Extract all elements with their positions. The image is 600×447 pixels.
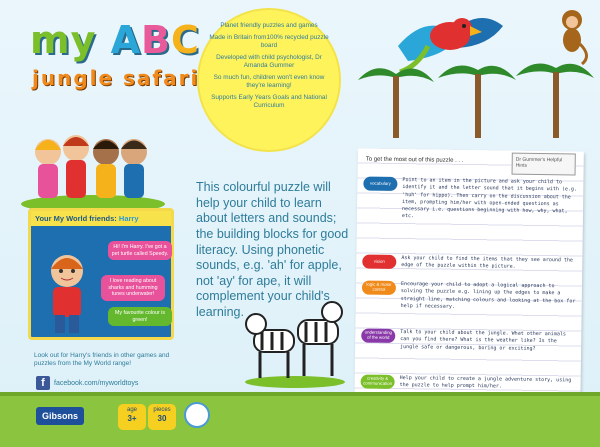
pieces-label: pieces bbox=[153, 407, 171, 413]
main-description: This colourful puzzle will help your child to learn about letters and sounds; the building blocks for good literacy. Using phonetic sounds, e.g. 'ah' for apple, not 'ay' for ape, it will complement your child's learning. bbox=[196, 180, 349, 319]
hint-text: Help your child to create a jungle adventure story, using the puzzle to help prompt him/her. bbox=[399, 375, 572, 390]
friend-name: Harry bbox=[118, 214, 139, 223]
age-value: 3+ bbox=[127, 414, 137, 424]
note-intro: To get the most out of this puzzle . . . bbox=[365, 156, 464, 164]
hint-text: Encourage your child to adopt a logical approach to solving the puzzle e.g. lining up the edges to make a straight line, matching colours and looking at the box for help if necessary. bbox=[400, 281, 576, 310]
facebook-icon: f bbox=[36, 376, 50, 390]
harry-illustration bbox=[39, 249, 95, 335]
hint-text: Talk to your child about the jungle. What other animals can you find there? What is the weather like? Is the jungle safe or dangerous, boring or exciting? bbox=[400, 329, 566, 352]
feature-line: So much fun, children won't even know they're learning! bbox=[213, 74, 325, 89]
lookout-text: Look out for Harry's friends in other games and puzzles from the My World range! bbox=[34, 352, 170, 368]
friends-heading-text: Your My World friends: bbox=[35, 214, 117, 223]
hint-tag: understanding of the world bbox=[361, 329, 395, 343]
age-badge bbox=[118, 404, 146, 430]
hint-row bbox=[363, 177, 578, 223]
gibsons-logo: Gibsons bbox=[36, 407, 84, 425]
feature-line: Planet friendly puzzles and games bbox=[220, 22, 318, 29]
feature-line: Developed with child psychologist, Dr Amanda Gummer bbox=[216, 54, 322, 69]
hint-tag: creativity & communication bbox=[361, 374, 395, 388]
speech-bubble: My favourite colour is green! bbox=[108, 307, 172, 326]
hint-text: Ask your child to find the items that they see around the edge of the puzzle within the picture. bbox=[401, 255, 573, 270]
title-jungle-safari: jungle safari bbox=[32, 66, 200, 90]
helpful-hints-note bbox=[354, 148, 584, 419]
hint-tag: vision bbox=[362, 255, 396, 269]
hints-badge: Dr Gummer's Helpful Hints bbox=[512, 153, 576, 176]
age-label: age bbox=[126, 407, 137, 413]
recycle-badge-icon bbox=[184, 402, 210, 428]
hint-tag: vocabulary bbox=[363, 177, 397, 191]
friends-heading bbox=[31, 211, 171, 226]
speech-bubble: I love reading about sharks and humming tunes underwater! bbox=[101, 275, 165, 301]
hint-row bbox=[361, 329, 575, 354]
palm-trees-illustration bbox=[356, 60, 600, 140]
speech-bubble: Hi! I'm Harry. I've got a pet turtle called Speedy. bbox=[108, 241, 172, 260]
facebook-url: facebook.com/myworldtoys bbox=[54, 379, 139, 387]
hint-row bbox=[362, 281, 576, 313]
footer-bar bbox=[0, 396, 600, 447]
hint-row bbox=[362, 255, 576, 272]
pieces-value: 30 bbox=[157, 414, 167, 424]
feature-line: Made in Britain from100% recycled puzzle board bbox=[209, 34, 329, 49]
hint-tag: logic & motor control bbox=[362, 281, 396, 295]
my-world-friends-panel bbox=[28, 208, 174, 340]
monkey-illustration bbox=[552, 6, 592, 66]
hint-text: Point to an item in the picture and ask your child to identify it and the letter sound that it begins with (e.g. 'huh' for hippo). Then carry on the discussion about the item, prompting him/her with open-ended questions as necessary i.e. questions beginning with how, why, what, etc. bbox=[401, 177, 577, 220]
pieces-badge bbox=[148, 404, 176, 430]
children-illustration bbox=[18, 122, 168, 212]
feature-line: Supports Early Years Goals and National Curriculum bbox=[211, 94, 327, 109]
zebras-illustration bbox=[240, 290, 350, 390]
hint-row bbox=[361, 374, 575, 391]
features-circle bbox=[199, 10, 339, 150]
facebook-link[interactable] bbox=[36, 376, 138, 390]
title-my-abc: my ABC bbox=[30, 18, 200, 62]
